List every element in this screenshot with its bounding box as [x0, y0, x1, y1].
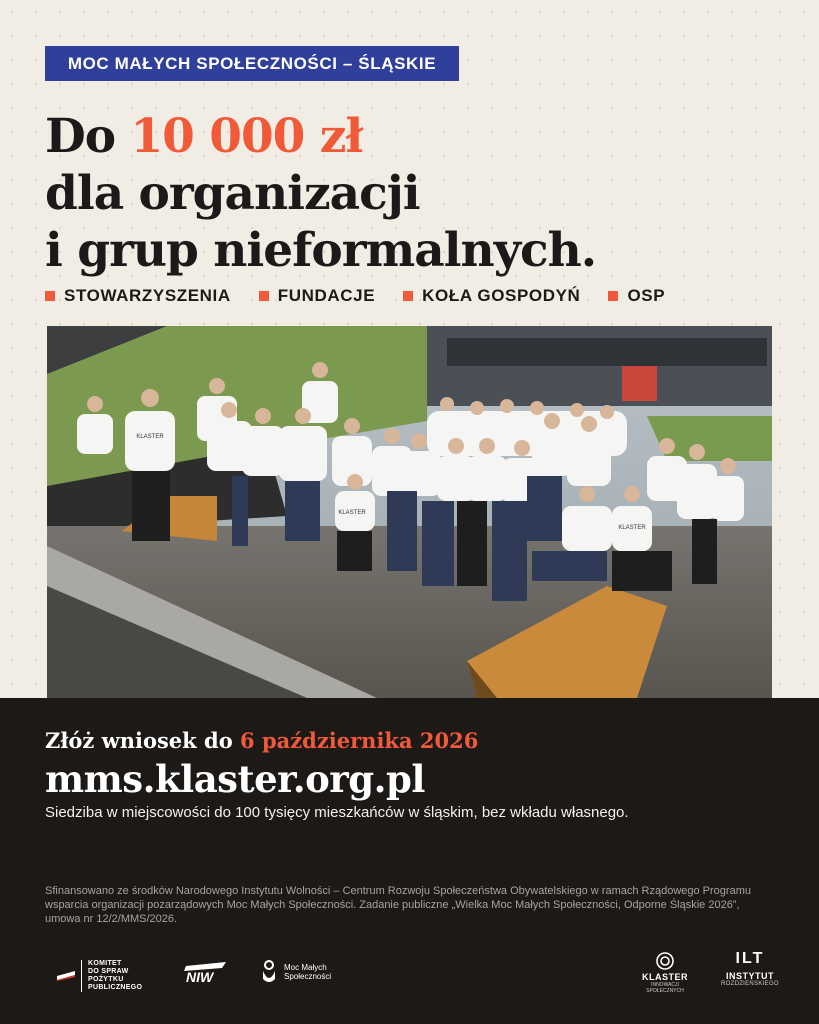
komitet-line: KOMITET	[88, 960, 122, 967]
category-label: KOŁA GOSPODYŃ	[422, 286, 581, 305]
komitet-line: DO SPRAW	[88, 968, 129, 975]
bullet-square-icon	[45, 291, 55, 301]
instytut-logo	[721, 950, 779, 987]
headline	[45, 108, 785, 279]
category-label: FUNDACJE	[277, 286, 376, 305]
group-photo	[47, 326, 772, 698]
program-tag: MOC MAŁYCH SPOŁECZNOŚCI – ŚLĄSKIE	[45, 46, 459, 81]
category-item	[259, 286, 375, 306]
bullet-square-icon	[259, 291, 269, 301]
category-item	[403, 286, 580, 306]
flag-icon	[57, 971, 75, 981]
headline-line-1	[45, 108, 785, 165]
bullet-square-icon	[608, 291, 618, 301]
category-list	[45, 285, 665, 307]
headline-line-3: i grup nieformalnych.	[45, 223, 597, 278]
bullet-square-icon	[403, 291, 413, 301]
niw-logo	[182, 960, 228, 988]
instytut-name: INSTYTUT	[725, 971, 774, 981]
shirt-text: KLASTER	[618, 525, 646, 531]
category-label: STOWARZYSZENIA	[64, 286, 231, 305]
deadline	[45, 728, 478, 753]
category-label: OSP	[627, 286, 666, 305]
instytut-mark: ILT	[735, 950, 765, 967]
komitet-line: POŻYTKU	[88, 976, 124, 983]
category-item	[608, 286, 665, 306]
headline-prefix: Do	[45, 109, 131, 164]
website-url[interactable]: mms.klaster.org.pl	[45, 757, 425, 801]
mms-logo	[260, 959, 331, 985]
headline-line-2: dla organizacji	[45, 166, 420, 221]
poster-bottom-section	[0, 698, 819, 1024]
mms-text	[284, 963, 331, 981]
sponsor-logos	[45, 950, 779, 1000]
shirt-text: KLASTER	[136, 434, 164, 440]
niw-text: NIW	[186, 969, 214, 985]
komitet-logo	[57, 960, 142, 992]
mms-line: Moc Małych	[284, 963, 327, 972]
deadline-date: 6 października 2026	[240, 728, 479, 753]
group-photo-illustration	[47, 326, 772, 698]
klaster-logo	[642, 952, 688, 994]
klaster-sub: SPOŁECZNYCH	[646, 988, 684, 994]
funding-notice: Sfinansowano ze środków Narodowego Instytutu Wolności – Centrum Rozwoju Społeczeństwa Obywatelskiego w ramach Rządowego Programu wsparcia organizacji pozarządowych Moc Małych Społeczności. Zadanie publiczne „Wielka Moc Małych Społeczności, Odporne Śląskie 2026”, umowa nr 12/2/MMS/2026.	[45, 885, 751, 925]
komitet-line: PUBLICZNEGO	[88, 984, 143, 991]
category-item	[45, 286, 231, 306]
klaster-mark-icon	[656, 952, 674, 970]
eligibility-info: Siedziba w miejscowości do 100 tysięcy mieszkańców w śląskim, bez wkładu własnego.	[45, 804, 629, 821]
shirt-text: KLASTER	[338, 510, 366, 516]
klaster-sub: INNOWACJI	[651, 982, 679, 988]
komitet-text	[81, 960, 142, 992]
mms-mark-icon	[260, 959, 278, 985]
instytut-sub: ROZDZIEŃSKIEGO	[721, 981, 779, 987]
deadline-prefix: Złóż wniosek do	[45, 728, 241, 753]
headline-amount: 10 000 zł	[130, 109, 363, 164]
mms-line: Społeczności	[284, 972, 332, 981]
klaster-name: KLASTER	[642, 972, 688, 982]
